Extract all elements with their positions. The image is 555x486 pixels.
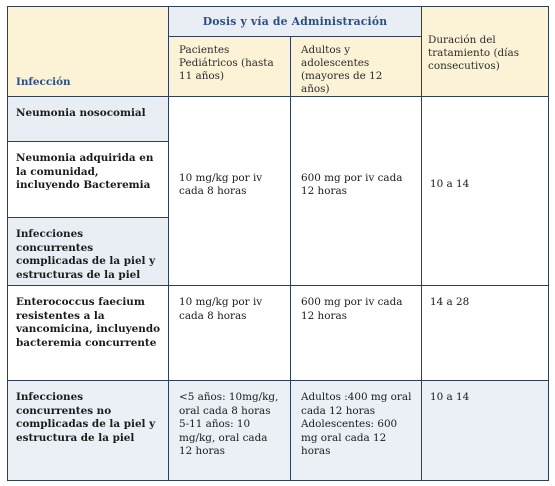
row-infeccion bbox=[8, 381, 169, 481]
row-pediatricos bbox=[169, 286, 291, 381]
table-row bbox=[8, 381, 549, 481]
pediatricos-text: 10 mg/kg por iv cada 8 horas bbox=[179, 296, 263, 322]
row-infeccion bbox=[8, 286, 169, 381]
header-dosis-title: Dosis y vía de Administración bbox=[169, 7, 422, 37]
header-infeccion bbox=[8, 7, 169, 97]
infeccion-text: Enterococcus faecium resistentes a la vancomicina, incluyendo bacteremia concurrente bbox=[16, 296, 161, 349]
row-adultos bbox=[291, 381, 422, 481]
infeccion-text: Infecciones concurrentes complicadas de la piel y estructuras de la piel bbox=[16, 228, 156, 281]
group1-adultos bbox=[291, 97, 422, 286]
adultos-text: 600 mg por iv cada 12 horas bbox=[301, 171, 403, 197]
group1-pediatricos bbox=[169, 97, 291, 286]
row-infeccion bbox=[8, 97, 169, 142]
header-duracion bbox=[422, 7, 549, 97]
group1-duracion bbox=[422, 97, 549, 286]
header-adultos bbox=[291, 37, 422, 97]
duracion-text: 14 a 28 bbox=[430, 296, 470, 308]
dosage-table bbox=[7, 6, 549, 481]
infeccion-text: Infecciones concurrentes no complicadas de la piel y estructura de la piel bbox=[16, 391, 156, 444]
row-duracion bbox=[422, 286, 549, 381]
header-infeccion-label: Infección bbox=[16, 76, 71, 88]
row-pediatricos bbox=[169, 381, 291, 481]
pediatricos-text: 10 mg/kg por iv cada 8 horas bbox=[179, 171, 263, 197]
header-pediatricos-label: Pacientes Pediátricos (hasta 11 años) bbox=[179, 44, 274, 82]
header-pediatricos bbox=[169, 37, 291, 97]
row-infeccion bbox=[8, 142, 169, 218]
table-row bbox=[8, 97, 549, 142]
duracion-text: 10 a 14 bbox=[430, 391, 470, 403]
row-duracion bbox=[422, 381, 549, 481]
infeccion-text: Neumonia nosocomial bbox=[16, 107, 146, 119]
infeccion-text: Neumonia adquirida en la comunidad, incluyendo Bacteremia bbox=[16, 152, 154, 191]
table-row bbox=[8, 286, 549, 381]
adultos-text: 600 mg por iv cada 12 horas bbox=[301, 296, 403, 322]
header-duracion-label: Duración del tratamiento (días consecutivos) bbox=[428, 34, 520, 72]
pediatricos-text: <5 años: 10mg/kg, oral cada 8 horas 5-11 años: 10 mg/kg, oral cada 12 horas bbox=[179, 391, 279, 457]
header-adultos-label: Adultos y adolescentes (mayores de 12 años) bbox=[301, 44, 383, 95]
row-infeccion bbox=[8, 218, 169, 286]
adultos-text: Adultos :400 mg oral cada 12 horas Adolescentes: 600 mg oral cada 12 horas bbox=[301, 391, 412, 457]
dosage-table-container bbox=[7, 6, 548, 480]
row-adultos bbox=[291, 286, 422, 381]
duracion-text: 10 a 14 bbox=[430, 178, 470, 191]
